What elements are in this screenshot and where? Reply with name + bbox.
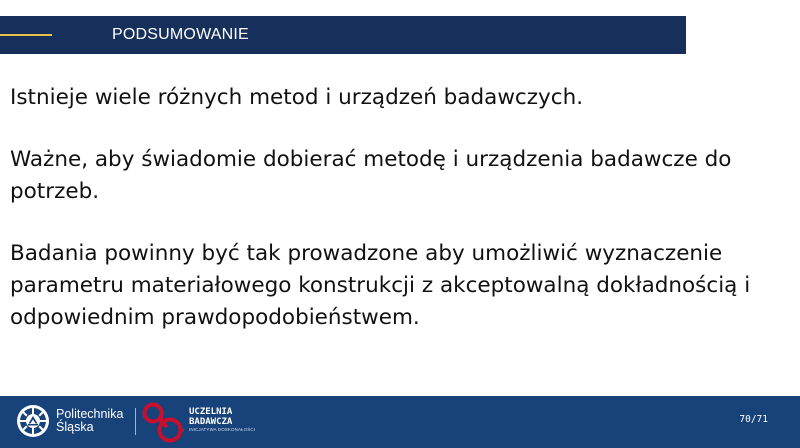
title-bar	[0, 16, 686, 54]
university-name-line1: Politechnika	[56, 407, 124, 421]
slide-content	[10, 82, 790, 364]
program-tagline: INICJATYWA DOSKONAŁOŚCI	[189, 427, 256, 432]
page-number: 70/71	[739, 414, 768, 425]
paragraph-research: Badania powinny być tak prowadzone aby umożliwić wyznaczenie parametru materiałowego konstrukcji z akceptowalną dokładnością i odpowiednim prawdopodobieństwem.	[10, 241, 751, 330]
university-name-line2: Śląska	[56, 420, 94, 434]
university-name	[56, 408, 123, 434]
title-accent-line	[0, 34, 52, 36]
footer-bar	[0, 396, 800, 448]
program-name-line2: BADAWCZA	[189, 417, 233, 427]
program-name-line1: UCZELNIA	[189, 407, 233, 417]
slide-title: PODSUMOWANIE	[112, 26, 249, 43]
paragraph-selection: Ważne, aby świadomie dobierać metodę i urządzenia badawcze do potrzeb.	[10, 147, 732, 204]
uczelnia-badawcza-logo-icon	[140, 401, 186, 445]
program-name	[189, 407, 255, 433]
politechnika-slaska-emblem-icon	[16, 404, 50, 438]
paragraph-methods: Istnieje wiele różnych metod i urządzeń badawczych.	[10, 85, 584, 110]
footer-divider	[135, 408, 136, 435]
